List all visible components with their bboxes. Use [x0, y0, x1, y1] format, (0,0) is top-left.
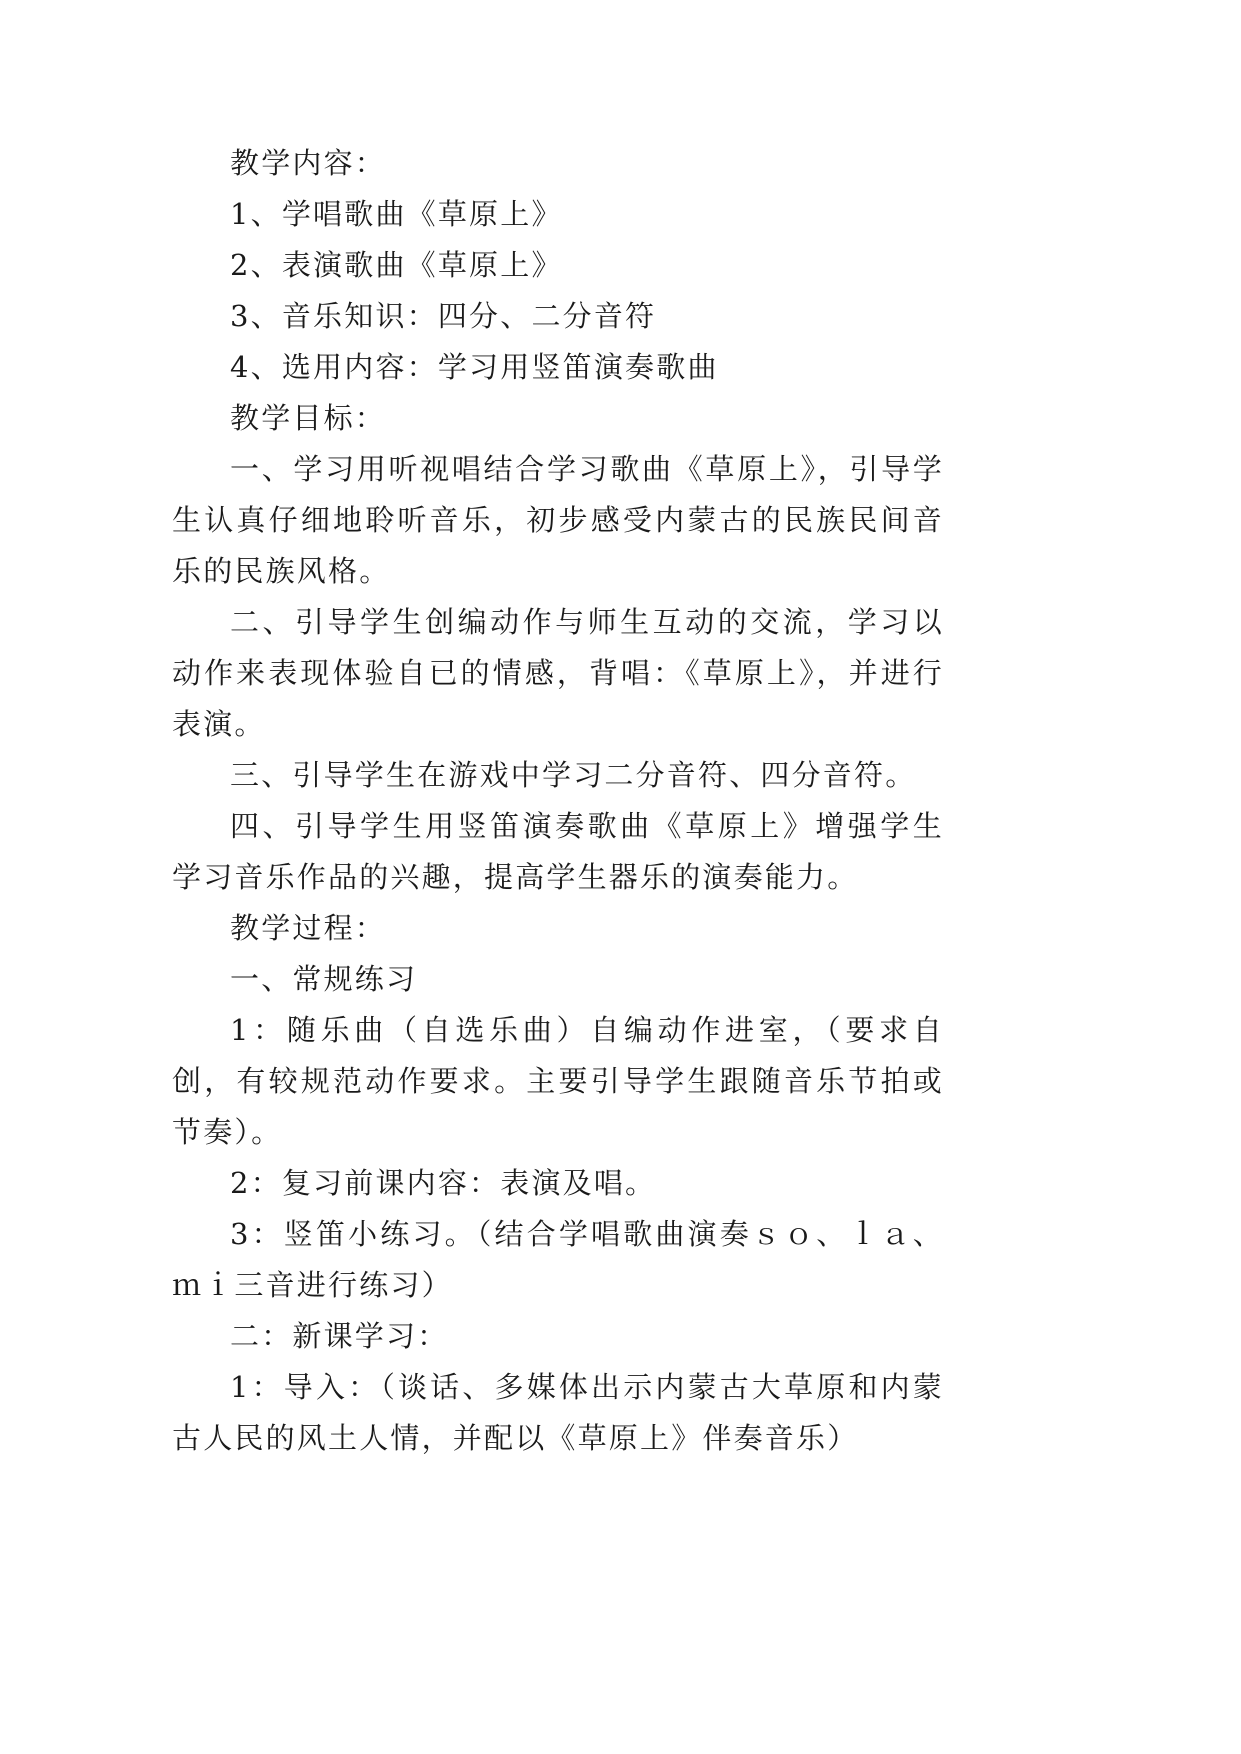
goal-paragraph-1: 一、学习用听视唱结合学习歌曲《草原上》，引导学生认真仔细地聆听音乐，初步感受内蒙古的民族民间音乐的民族风格。: [172, 452, 944, 588]
process-step-3: 3：竖笛小练习。（结合学唱歌曲演奏ｓｏ、ｌａ、ｍｉ三音进行练习）: [172, 1217, 944, 1302]
process-step-1: 1：随乐曲（自选乐曲）自编动作进室，（要求自创，有较规范动作要求。主要引导学生跟随音乐节拍或节奏）。: [172, 1013, 944, 1149]
process-step-intro: 1：导入：（谈话、多媒体出示内蒙古大草原和内蒙古人民的风土人情，并配以《草原上》伴奏音乐）: [172, 1370, 944, 1455]
heading-teaching-process: 教学过程：: [230, 911, 387, 945]
goal-paragraph-3: 三、引导学生在游戏中学习二分音符、四分音符。: [230, 758, 917, 792]
document-body: [172, 138, 944, 1464]
list-item-content-1: 1、学唱歌曲《草原上》: [230, 197, 563, 231]
goal-paragraph-4: 四、引导学生用竖笛演奏歌曲《草原上》增强学生学习音乐作品的兴趣，提高学生器乐的演奏能力。: [172, 809, 944, 894]
process-section-2: 二：新课学习：: [230, 1319, 449, 1353]
process-section-1: 一、常规练习: [230, 962, 418, 996]
process-step-2: 2：复习前课内容：表演及唱。: [230, 1166, 657, 1200]
list-item-content-3: 3、音乐知识：四分、二分音符: [230, 299, 657, 333]
list-item-content-2: 2、表演歌曲《草原上》: [230, 248, 563, 282]
goal-paragraph-2: 二、引导学生创编动作与师生互动的交流，学习以动作来表现体验自已的情感，背唱：《草原上》，并进行表演。: [172, 605, 944, 741]
heading-teaching-content: 教学内容：: [230, 146, 387, 180]
list-item-content-4: 4、选用内容：学习用竖笛演奏歌曲: [230, 350, 719, 384]
heading-teaching-goals: 教学目标：: [230, 401, 387, 435]
